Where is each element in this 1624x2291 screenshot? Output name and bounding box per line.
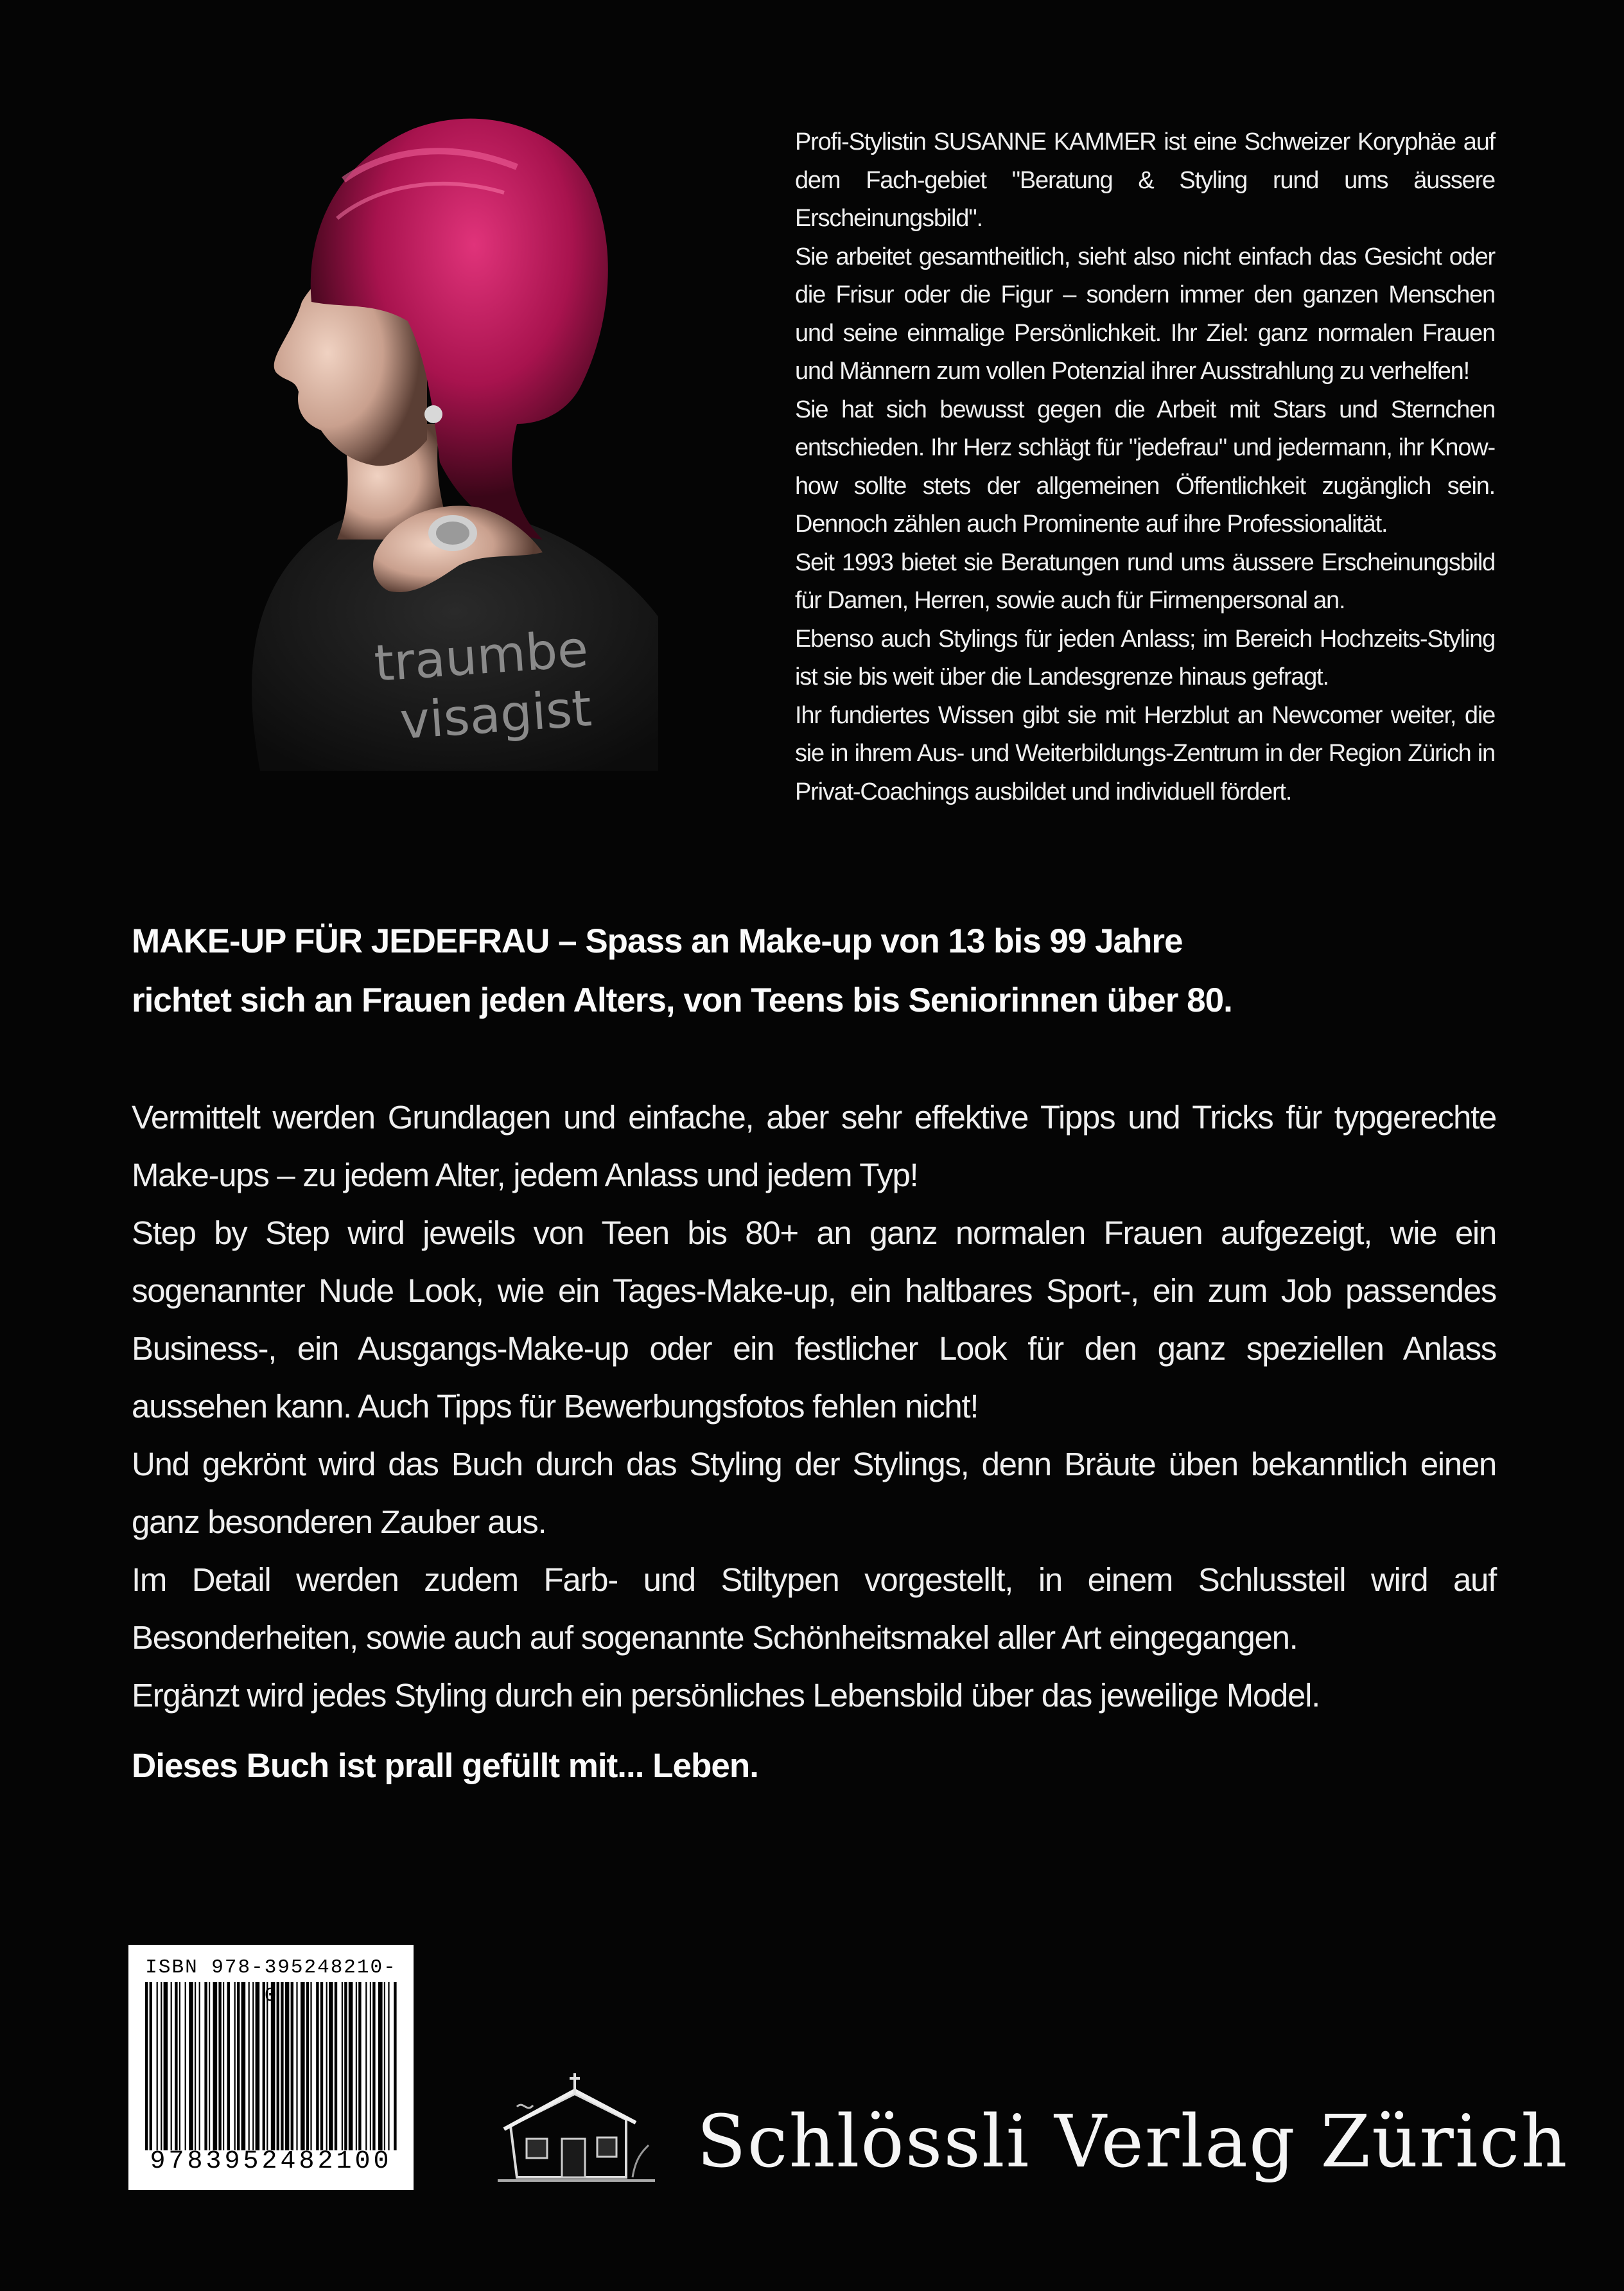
bio-paragraph: Seit 1993 bietet sie Beratungen rund ums äussere Erscheinungsbild für Damen, Herren, sowie auch für Firmenpersonal an. <box>795 549 1495 614</box>
barcode-bar <box>213 1982 218 2150</box>
barcode-bar <box>241 1982 246 2150</box>
barcode-bar <box>281 1982 283 2150</box>
isbn-label: ISBN 978-395248210- <box>145 1956 397 1979</box>
barcode-bar <box>316 1982 319 2150</box>
shirt-text-line1: traumbe <box>372 620 590 693</box>
barcode-bar <box>252 1982 254 2150</box>
closing-tagline: Dieses Buch ist prall gefüllt mit... Leben. <box>132 1747 758 1785</box>
barcode-bar <box>384 1982 385 2150</box>
house-sketch-icon <box>498 2068 655 2190</box>
barcode-bar <box>394 1982 396 2150</box>
isbn-barcode <box>128 1945 414 2190</box>
barcode-bar <box>189 1982 193 2150</box>
barcode-bar <box>256 1982 260 2150</box>
barcode-bar <box>175 1982 177 2150</box>
barcode-bar <box>227 1982 230 2150</box>
description-paragraph: Ergänzt wird jedes Styling durch ein persönliches Lebensbild über das jeweilige Model. <box>132 1677 1320 1714</box>
barcode-bar <box>179 1982 180 2150</box>
barcode-bar <box>185 1982 186 2150</box>
headline-line-1: MAKE-UP FÜR JEDEFRAU – Spass an Make-up von 13 bis 99 Jahre <box>132 922 1183 960</box>
barcode-bar <box>266 1982 268 2150</box>
barcode-bar <box>291 1982 293 2150</box>
publisher-name: Schlössli Verlag Zürich <box>697 2100 1569 2184</box>
barcode-bar <box>249 1982 250 2150</box>
barcode-bar <box>370 1982 371 2150</box>
barcode-bar <box>335 1982 337 2150</box>
barcode-bar <box>356 1982 357 2150</box>
isbn-digits: 9783952482100 <box>150 2147 392 2176</box>
barcode-bar <box>296 1982 297 2150</box>
barcode-bar <box>195 1982 196 2150</box>
barcode-bar <box>164 1982 168 2150</box>
barcode-bar <box>388 1982 389 2150</box>
barcode-bar <box>150 1982 152 2150</box>
description-paragraph: Vermittelt werden Grundlagen und einfache, aber sehr effektive Tipps und Tricks für typgerechte Make-ups – zu jedem Alter, jedem Anlass und jedem Typ! <box>132 1099 1496 1193</box>
author-bio <box>795 123 1495 811</box>
barcode-bar <box>218 1982 221 2150</box>
barcode-bar <box>209 1982 210 2150</box>
barcode-bar <box>326 1982 327 2150</box>
book-headline <box>132 912 1532 1030</box>
barcode-bar <box>271 1982 275 2150</box>
bio-paragraph: Profi-Stylistin SUSANNE KAMMER ist eine Schweizer Koryphäe auf dem Fach-gebiet "Beratung & Styling rund ums äussere Erscheinungsbild". <box>795 128 1495 232</box>
barcode-bar <box>199 1982 200 2150</box>
barcode-bar <box>161 1982 162 2150</box>
description-paragraph: Im Detail werden zudem Farb- und Stiltypen vorgestellt, in einem Schlussteil wird auf Besonderheiten, sowie auch auf sogenannte Schönheitsmakel aller Art eingegangen. <box>132 1561 1496 1656</box>
barcode-bar <box>204 1982 207 2150</box>
book-description <box>132 1089 1496 1725</box>
bio-paragraph: Ihr fundiertes Wissen gibt sie mit Herzblut an Newcomer weiter, die sie in ihrem Aus- und Weiterbildungs-Zentrum in der Region Zürich in Privat-Coachings ausbildet und individuell fördert. <box>795 701 1495 805</box>
barcode-bar <box>329 1982 333 2150</box>
barcode-bar <box>234 1982 236 2150</box>
author-portrait <box>183 90 658 771</box>
barcode-bar <box>301 1982 305 2150</box>
shirt-text-line2: visagist <box>398 680 594 751</box>
barcode-bar <box>358 1982 361 2150</box>
barcode-bar <box>237 1982 240 2150</box>
barcode-bar <box>349 1982 353 2150</box>
description-paragraph: Step by Step wird jeweils von Teen bis 80+ an ganz normalen Frauen aufgezeigt, wie ein sogenannter Nude Look, wie ein Tages-Make-up, ein haltbares Sport-, ein zum Job passendes Business-, ein Ausgangs-Make-up oder ein festlicher Look für den ganz speziellen Anlass aussehen kann. Auch Tipps für Bewerbungsfotos fehlen nicht! <box>132 1215 1496 1425</box>
description-paragraph: Und gekrönt wird das Buch durch das Styling der Stylings, denn Bräute üben bekanntlich einen ganz besonderen Zauber aus. <box>132 1446 1496 1540</box>
barcode-bar <box>342 1982 343 2150</box>
barcode-bar <box>285 1982 290 2150</box>
barcode-bar <box>171 1982 172 2150</box>
barcode-bar <box>365 1982 367 2150</box>
barcode-bars <box>141 1982 401 2150</box>
barcode-bar <box>223 1982 224 2150</box>
barcode-bar <box>306 1982 309 2150</box>
bio-paragraph: Ebenso auch Stylings für jeden Anlass; im Bereich Hochzeits-Styling ist sie bis weit über die Landesgrenze hinaus gefragt. <box>795 625 1495 690</box>
barcode-bar <box>378 1982 383 2150</box>
barcode-bar <box>277 1982 279 2150</box>
headline-line-2: richtet sich an Frauen jeden Alters, von Teens bis Seniorinnen über 80. <box>132 981 1232 1019</box>
barcode-bar <box>157 1982 158 2150</box>
portrait-illustration <box>183 90 658 771</box>
barcode-bar <box>320 1982 323 2150</box>
bio-paragraph: Sie hat sich bewusst gegen die Arbeit mit Stars und Sternchen entschieden. Ihr Herz schlägt für "jedefrau" und jedermann, ihr Know-how sollte stets der allgemeinen Öffentlichkeit zugänglich sein. Dennoch zählen auch Prominente auf ihre Professionalität. <box>795 396 1495 538</box>
barcode-bar <box>344 1982 347 2150</box>
barcode-bar <box>145 1982 148 2150</box>
barcode-bar <box>372 1982 375 2150</box>
barcode-bar <box>310 1982 311 2150</box>
barcode-bar <box>263 1982 265 2150</box>
bio-paragraph: Sie arbeitet gesamtheitlich, sieht also nicht einfach das Gesicht oder die Frisur oder die Figur – sondern immer den ganzen Menschen und seine einmalige Persönlichkeit. Ihr Ziel: ganz normalen Frauen und Männern zum vollen Potenzial ihrer Ausstrahlung zu verhelfen! <box>795 243 1495 385</box>
